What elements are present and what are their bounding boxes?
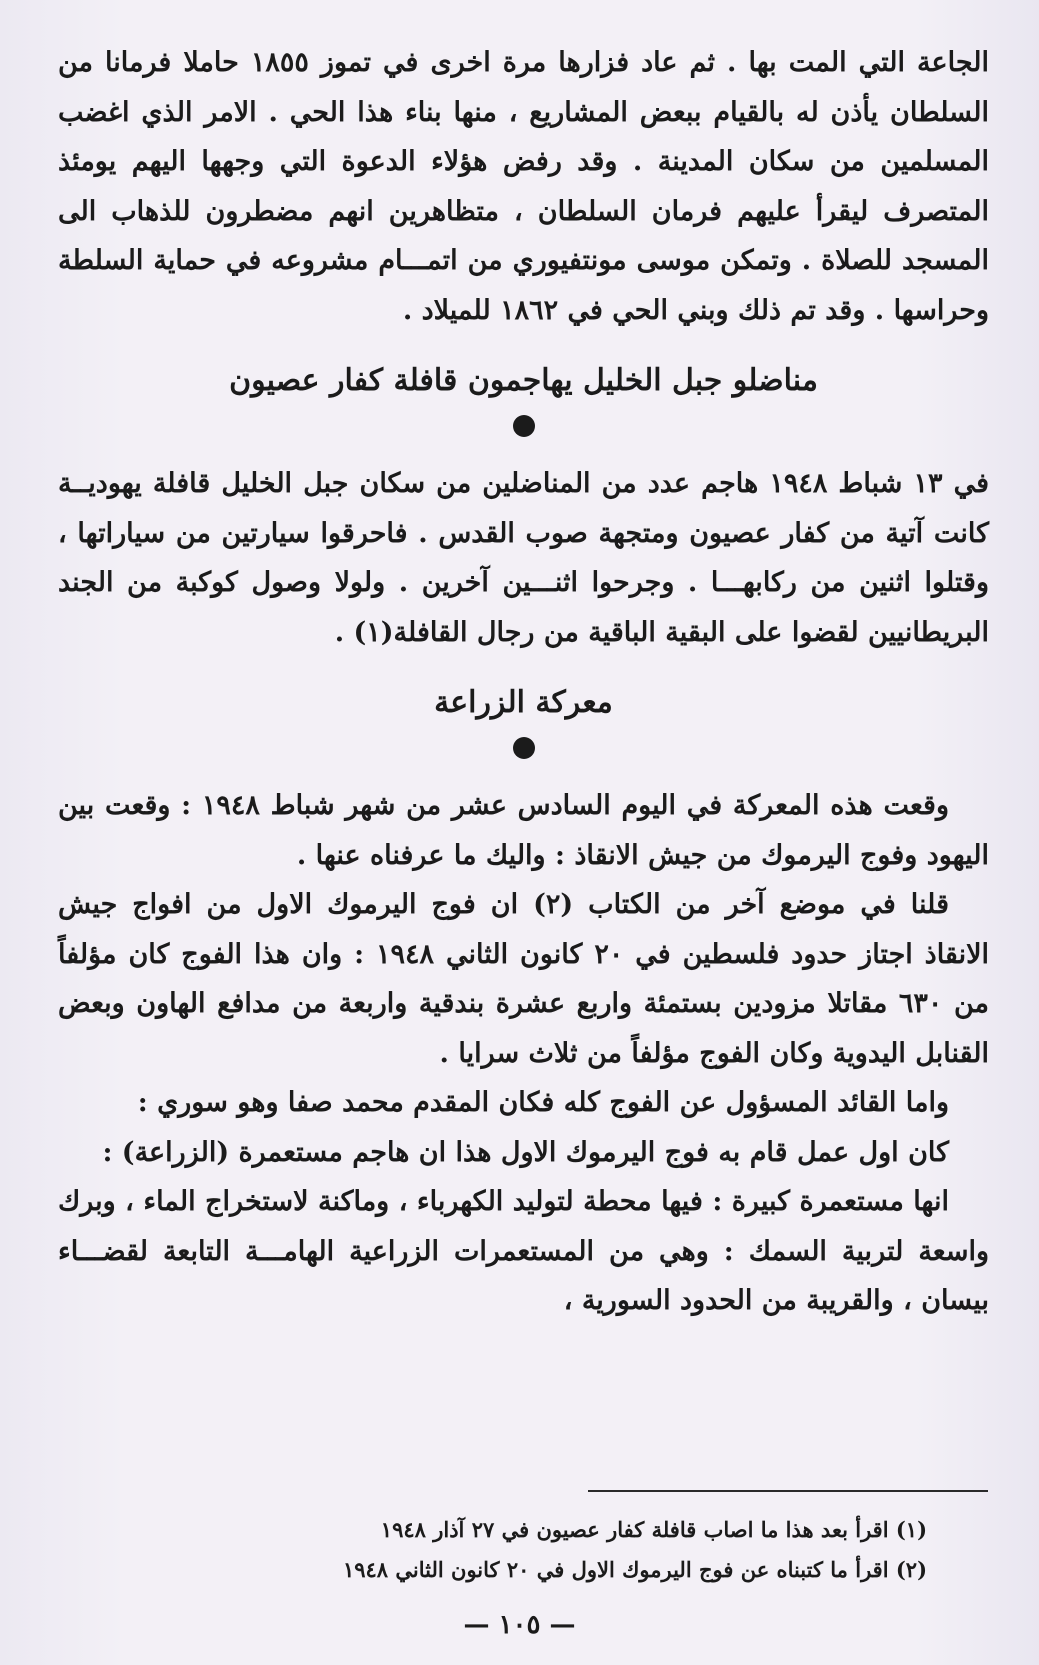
section2-paragraph: كان اول عمل قام به فوج اليرموك الاول هذا ان هاجم مستعمرة (الزراعة) : [102,1136,949,1168]
section-bullet-icon [513,737,535,759]
page-number: — ١٠٥ — [463,1610,576,1640]
section1-paragraph: في ١٣ شباط ١٩٤٨ هاجم عدد من المناضلين من سكان جبل الخليل قافلة يهوديــة كانت آتية من كفار عصيون ومتجهة صوب القدس . فاحرقوا سيارتين من سياراتها ، وقتلوا اثنين من ركابهـــا . وجرحوا اثنـــين آخرين . ولولا وصول كوكبة من الجند البريطانيين لقضوا على البقية الباقية من رجال القافلة(١) . [58,468,989,648]
section2-paragraph: انها مستعمرة كبيرة : فيها محطة لتوليد الكهرباء ، وماكنة لاستخراج الماء ، وبرك واسعة لتربية السمك : وهي من المستعمرات الزراعية الهامـــة التابعة لقضـــاء بيسان ، والقريبة من الحدود السورية ، [58,1186,989,1316]
footnote-divider [588,1490,988,1492]
section2-paragraph: واما القائد المسؤول عن الفوج كله فكان المقدم محمد صفا وهو سوري : [137,1087,949,1118]
section-heading-hebron-fighters: مناضلو جبل الخليل يهاجمون قافلة كفار عصيون [229,363,818,398]
section2-paragraph: قلنا في موضع آخر من الكتاب (٢) ان فوج اليرموك الاول من افواج جيش الانقاذ اجتاز حدود فلسطين في ٢٠ كانون الثاني ١٩٤٨ : وان هذا الفوج كان مؤلفاً من ٦٣٠ مقاتلا مزودين بستمئة واربع عشرة بندقية واربعة من مدافع الهاون وبعض القنابل اليدوية وكان الفوج مؤلفاً من ثلاث سرايا . [58,889,990,1069]
footnotes [63,1510,983,1590]
section2-paragraph: وقعت هذه المعركة في اليوم السادس عشر من شهر شباط ١٩٤٨ : وقعت بين اليهود وفوج اليرموك من جيش الانقاذ : واليك ما عرفناه عنها . [58,790,989,871]
section-bullet-icon [513,415,535,437]
footnote-item: (١) اقرأ بعد هذا ما اصاب قافلة كفار عصيون في ٢٧ آذار ١٩٤٨ [380,1517,927,1542]
opening-paragraph: الجاعة التي المت بها . ثم عاد فزارها مرة اخرى في تموز ١٨٥٥ حاملا فرمانا من السلطان يأذن له بالقيام ببعض المشاريع ، منها بناء هذا الحي . الامر الذي اغضب المسلمين من سكان المدينة . وقد رفض هؤلاء الدعوة التي وجهها اليهم يومئذ المتصرف ليقرأ عليهم فرمان السلطان ، متظاهرين انهم مضطرون للذهاب الى المسجد للصلاة . وتمكن موسى مونتفيوري من اتمـــام مشروعه في حماية السلطة وحراسها . وقد تم ذلك وبني الحي في ١٨٦٢ للميلاد . [58,47,989,326]
section-heading-zeraa-battle: معركة الزراعة [434,685,613,720]
footnote-item: (٢) اقرأ ما كتبناه عن فوج اليرموك الاول في ٢٠ كانون الثاني ١٩٤٨ [342,1557,927,1582]
